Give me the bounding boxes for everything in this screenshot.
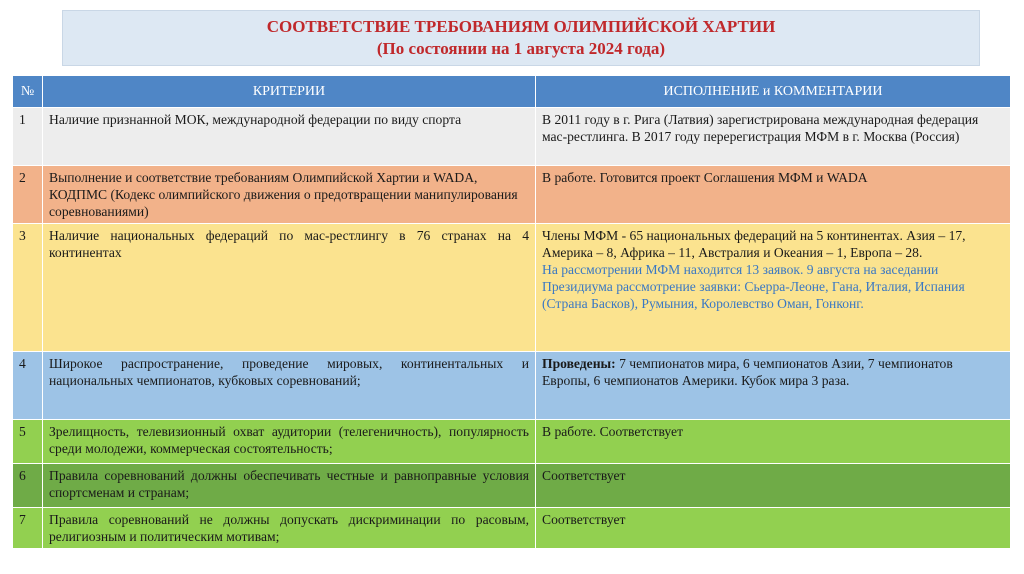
row-comment-bold: Проведены: <box>542 356 616 371</box>
header-comments: ИСПОЛНЕНИЕ и КОММЕНТАРИИ <box>536 76 1011 108</box>
page-title: СООТВЕТСТВИЕ ТРЕБОВАНИЯМ ОЛИМПИЙСКОЙ ХАРТИИ <box>266 17 776 36</box>
row-number: 2 <box>13 166 43 224</box>
header-number: № <box>13 76 43 108</box>
header-criteria: КРИТЕРИИ <box>43 76 536 108</box>
row-comment-note: На рассмотрении МФМ находится 13 заявок. 9 августа на заседании Президиума рассмотрение заявки: Сьерра-Леоне, Гана, Италия, Испания (Страна Басков), Румыния, Королевство Оман, Гонконг. <box>542 262 965 311</box>
row-comment: В работе. Соответствует <box>536 420 1011 464</box>
row-number: 1 <box>13 108 43 166</box>
row-comment-cell <box>536 224 1011 352</box>
table-row <box>13 108 1011 166</box>
row-comment: В работе. Готовится проект Соглашения МФМ и WADA <box>536 166 1011 224</box>
row-number: 5 <box>13 420 43 464</box>
page-subtitle: (По состоянии на 1 августа 2024 года) <box>376 39 666 58</box>
row-comment: В 2011 году в г. Рига (Латвия) зарегистрирована международная федерация мас-рестлинга. В 2017 году перерегистрация МФМ в г. Москва (Россия) <box>536 108 1011 166</box>
table-row <box>13 508 1011 549</box>
table-row <box>13 464 1011 508</box>
row-comment: Соответствует <box>536 464 1011 508</box>
table-row <box>13 224 1011 352</box>
row-criteria: Выполнение и соответствие требованиям Олимпийской Хартии и WADA, КОДПМС (Кодекс олимпийского движения о предотвращении манипулирования соревнованиями) <box>43 166 536 224</box>
row-criteria: Правила соревнований не должны допускать дискриминации по расовым, религиозным и политическим мотивам; <box>43 508 536 549</box>
table-row <box>13 166 1011 224</box>
title-banner <box>62 10 980 66</box>
row-criteria: Наличие признанной МОК, международной федерации по виду спорта <box>43 108 536 166</box>
table-row <box>13 420 1011 464</box>
table-header-row <box>13 76 1011 108</box>
row-number: 4 <box>13 352 43 420</box>
row-criteria: Зрелищность, телевизионный охват аудитории (телегеничность), популярность среди молодежи, коммерческая состоятельность; <box>43 420 536 464</box>
row-number: 3 <box>13 224 43 352</box>
row-number: 6 <box>13 464 43 508</box>
row-criteria: Широкое распространение, проведение мировых, континентальных и национальных чемпионатов, кубковых соревнований; <box>43 352 536 420</box>
row-comment-cell <box>536 352 1011 420</box>
row-comment: Члены МФМ - 65 национальных федераций на 5 континентах. Азия – 17, Америка – 8, Африка – 11, Австралия и Океания – 1, Европа – 28. <box>542 228 966 260</box>
row-number: 7 <box>13 508 43 549</box>
compliance-table <box>12 75 1011 549</box>
row-comment: Соответствует <box>536 508 1011 549</box>
row-criteria: Наличие национальных федераций по мас-рестлингу в 76 странах на 4 континентах <box>43 224 536 352</box>
row-criteria: Правила соревнований должны обеспечивать честные и равноправные условия спортсменам и странам; <box>43 464 536 508</box>
table-row <box>13 352 1011 420</box>
row-comment: 7 чемпионатов мира, 6 чемпионатов Азии, 7 чемпионатов Европы, 6 чемпионатов Америки. Кубок мира 3 раза. <box>542 356 953 388</box>
